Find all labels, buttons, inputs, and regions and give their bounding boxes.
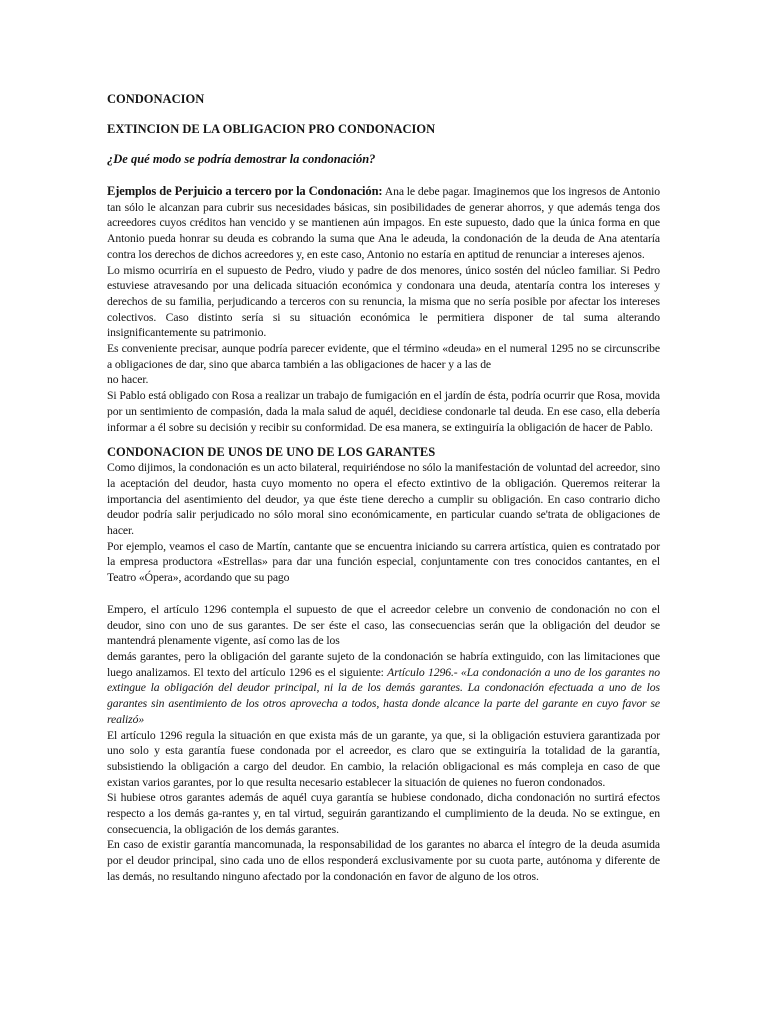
- section-heading: CONDONACION DE UNOS DE UNO DE LOS GARANTES: [107, 445, 436, 460]
- section-lead: Ejemplos de Perjuicio a tercero por la Condonación:: [107, 184, 383, 198]
- doc-title: CONDONACION: [107, 92, 205, 106]
- paragraph: [107, 649, 660, 728]
- paragraph: Empero, el artículo 1296 contempla el supuesto de que el acreedor celebre un convenio de condonación no con el deudor, sino con uno de sus garantes. De ser éste el caso, las consecuencias serán que la obligación del deudor se mantendrá plenamente vigente, así como las de los: [107, 602, 660, 648]
- paragraph: El artículo 1296 regula la situación en que exista más de un garante, ya que, si la obligación estuviera garantizada por uno solo y esta garantía fuese condonada por el acreedor, es claro que se extinguiría la totalidad de la garantía, subsistiendo la obligación a cargo del deudor. En cambio, la relación obligacional es más compleja en caso de que existan varios garantes, por lo que resulta necesario establecer la situación de quienes no fueron condonados.: [107, 728, 660, 789]
- doc-question: ¿De qué modo se podría demostrar la condonación?: [107, 152, 376, 166]
- document-content: [107, 91, 660, 885]
- doc-subtitle: EXTINCION DE LA OBLIGACION PRO CONDONACION: [107, 122, 436, 136]
- paragraph: En caso de existir garantía mancomunada, la responsabilidad de los garantes no abarca el íntegro de la deuda asumida por el deudor principal, sino cada uno de ellos responderá exclusivamente por su cuota parte, autónoma y diferente de las demás, no resultando ninguno afectado por la condonación en favor de alguno de los otros.: [107, 838, 660, 883]
- paragraph-text: demás garantes, pero la obligación del garante sujeto de la condonación se habría extinguido, con las limitaciones que luego analizamos. El texto del artículo 1296 es el siguiente:: [107, 649, 660, 679]
- paragraph-text: Ana le debe pagar. Imaginemos que los ingresos de Antonio tan sólo le alcanzan para cubrir sus necesidades básicas, sin posibilidades de generar ahorros, y que además tenga dos acreedores cuyos créditos han vencido y se mantienen aún impagos. En este supuesto, dado que la única forma en que Antonio pueda honrar su deuda es cobrando la suma que Ana le adeuda, la condonación de la deuda de Ana atentaría contra los derechos de dichos acreedores y, en este caso, Antonio no estaría en aptitud de renunciar a intereses ajenos.: [107, 185, 660, 261]
- paragraph: Si Pablo está obligado con Rosa a realizar un trabajo de fumigación en el jardín de ésta, podría ocurrir que Rosa, movida por un sentimiento de compasión, dada la mala salud de aquél, decidiese condonarle tal deuda. En ese caso, ella debería informar a él sobre su decisión y recibir su conformidad. De esa manera, se extinguiría la obligación de hacer de Pablo.: [107, 389, 660, 434]
- paragraph: Lo mismo ocurriría en el supuesto de Pedro, viudo y padre de dos menores, único sostén del núcleo familiar. Si Pedro estuviese atravesando por una delicada situación económica y condonara una deuda, atentaría contra los intereses y derechos de su familia, perjudicando a terceros con su renuncia, la misma que no sería posible por afectar los intereses colectivos. Caso distinto sería si su situación económica le permitiera disponer de tal suma alterando insignificantemente su patrimonio.: [107, 263, 660, 340]
- paragraph: [107, 184, 660, 263]
- paragraph-continuation: no hacer.: [107, 373, 149, 387]
- article-quote: Artículo 1296.- «La condonación a uno de los garantes no extingue la obligación del deudor principal, ni la de los demás garantes. La condonación efectuada a uno de los garantes sin asentimiento de los otros aprovecha a todos, hasta donde alcance la parte del garante en cuyo favor se realizó»: [107, 665, 661, 726]
- paragraph: Es conveniente precisar, aunque podría parecer evidente, que el término «deuda» en el numeral 1295 no se circunscribe a obligaciones de dar, sino que abarca también a las obligaciones de hacer y a las de: [107, 342, 660, 371]
- paragraph: Si hubiese otros garantes además de aquél cuya garantía se hubiese condonado, dicha condonación no surtirá efectos respecto a los demás ga-rantes y, en tal virtud, seguirán garantizando el cumplimiento de la deuda. No se extingue, en consecuencia, la obligación de los demás garantes.: [107, 791, 660, 836]
- paragraph: Por ejemplo, veamos el caso de Martín, cantante que se encuentra iniciando su carrera artística, quien es contratado por la empresa productora «Estrellas» para dar una función especial, conjuntamente con tres conocidos cantantes, en el Teatro «Ópera», acordando que su pago: [107, 539, 660, 585]
- paragraph: Como dijimos, la condonación es un acto bilateral, requiriéndose no sólo la manifestación de voluntad del acreedor, sino la aceptación del deudor, hasta cuyo momento no opera el efecto extintivo de la obligación. Queremos reiterar la importancia del asentimiento del deudor, ya que éste tiene derecho a cumplir su obligación. En caso contrario dicho deudor podría salir perjudicado no sólo moral sino económicamente, en particular cuando se'trata de obligaciones de hacer.: [107, 461, 660, 538]
